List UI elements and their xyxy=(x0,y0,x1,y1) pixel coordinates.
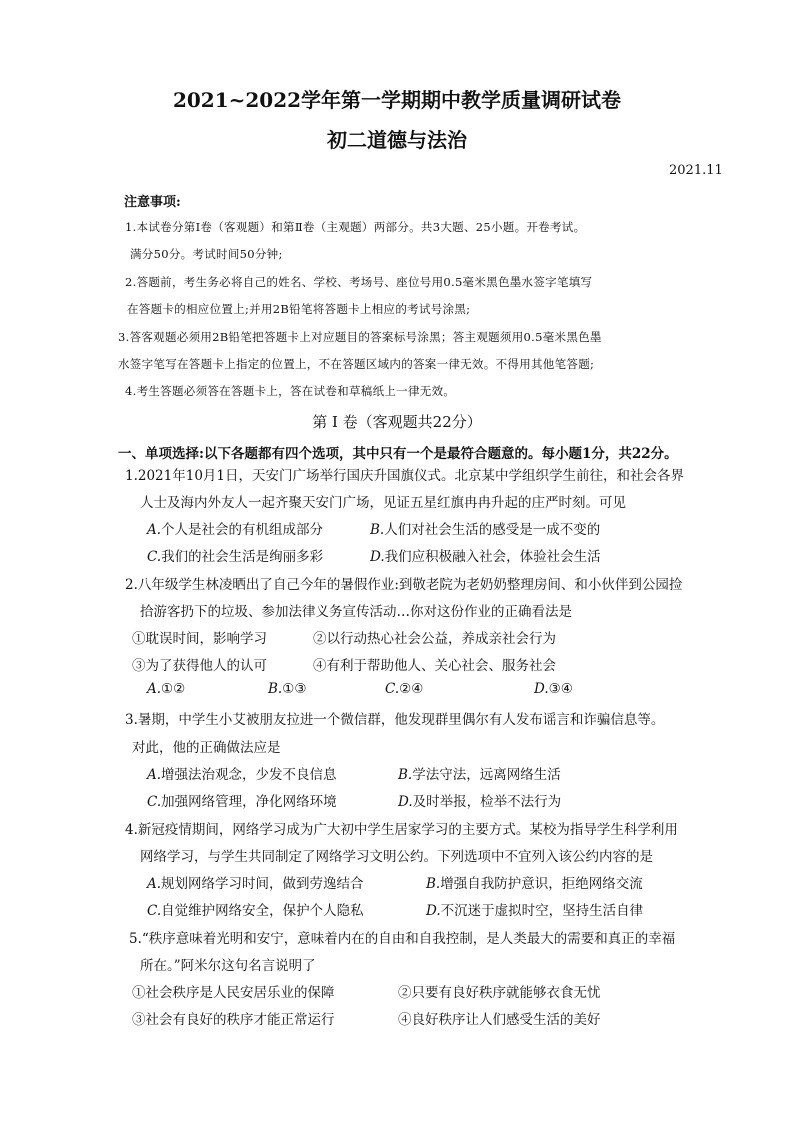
question-stem: 网络学习，与学生共同制定了网络学习文明公约。下列选项中不宜列入该公约内容的是 xyxy=(140,849,653,865)
notice-line: 在答题卡的相应位置上;并用2B铅笔将答题卡上相应的考试号涂黑; xyxy=(127,302,471,316)
statement: ②只要有良好秩序就能够衣食无忧 xyxy=(398,985,601,1001)
part-heading: 一、单项选择:以下各题都有四个选项，其中只有一个是最符合题意的。每小题1分，共22分。 xyxy=(118,446,678,462)
question-stem: 5.“秩序意味着光明和安宁，意味着内在的自由和自我控制，是人类最大的需要和真正的幸福 xyxy=(129,931,676,947)
option-d: D.我们应积极融入社会，体验社会生活 xyxy=(370,549,601,565)
statement: ②以行动热心社会公益，养成亲社会行为 xyxy=(313,631,556,647)
notice-line: 2.答题前，考生务必将自己的姓名、学校、考场号、座位号用0.5毫米黑色墨水签字笔填写 xyxy=(125,275,593,289)
statement: ④良好秩序让人们感受生活的美好 xyxy=(398,1012,601,1028)
statement: ①社会秩序是人民安居乐业的保障 xyxy=(132,985,335,1001)
option-a: A.增强法治观念，少发不良信息 xyxy=(147,767,337,783)
question-stem: 拾游客扔下的垃圾、参加法律义务宣传活动…你对这份作业的正确看法是 xyxy=(140,604,572,620)
notice-line: 满分50分。考试时间50分钟; xyxy=(130,247,283,261)
statement: ③为了获得他人的认可 xyxy=(132,658,267,674)
statement: ③社会有良好的秩序才能正常运行 xyxy=(132,1012,335,1028)
question-stem: 4.新冠疫情期间，网络学习成为广大初中学生居家学习的主要方式。某校为指导学生科学利用 xyxy=(125,822,678,838)
notice-line: 1.本试卷分第Ⅰ卷（客观题）和第Ⅱ卷（主观题）两部分。共3大题、25小题。开卷考试。 xyxy=(125,220,586,234)
option-b: B.①③ xyxy=(268,681,307,697)
exam-title: 2021~2022学年第一学期期中教学质量调研试卷 xyxy=(172,88,622,112)
question-stem: 3.暑期，中学生小艾被朋友拉进一个微信群，他发现群里偶尔有人发布谣言和诈骗信息等。 xyxy=(125,712,665,728)
section-title: 第 I 卷（客观题共22分） xyxy=(312,413,482,431)
option-a: A.规划网络学习时间，做到劳逸结合 xyxy=(147,876,364,892)
option-d: D.及时举报，检举不法行为 xyxy=(398,794,562,810)
notice-line: 4.考生答题必须答在答题卡上，答在试卷和草稿纸上一律无效。 xyxy=(125,384,456,398)
option-a: A.个人是社会的有机组成部分 xyxy=(147,522,324,538)
statement: ④有利于帮助他人、关心社会、服务社会 xyxy=(313,658,556,674)
option-d: D.不沉迷于虚拟时空，坚持生活自律 xyxy=(426,903,644,919)
notice-line: 3.答客观题必须用2B铅笔把答题卡上对应题目的答案标号涂黑；答主观题须用0.5毫米黑色墨 xyxy=(118,330,602,344)
statement: ①耽误时间，影响学习 xyxy=(132,631,267,647)
question-stem: 人士及海内外友人一起齐聚天安门广场，见证五星红旗冉冉升起的庄严时刻。可见 xyxy=(140,495,626,511)
notice-line: 水签字笔写在答题卡上指定的位置上，不在答题区域内的答案一律无效。不得用其他笔答题; xyxy=(118,357,595,371)
notice-heading: 注意事项: xyxy=(124,195,181,210)
question-stem: 1.2021年10月1日，天安门广场举行国庆升国旗仪式。北京某中学组织学生前往，和社会各界 xyxy=(125,468,685,484)
option-d: D.③④ xyxy=(534,681,573,697)
question-stem: 对此，他的正确做法应是 xyxy=(132,740,281,756)
option-b: B.增强自我防护意识，拒绝网络交流 xyxy=(426,876,643,892)
exam-subject: 初二道德与法治 xyxy=(327,128,467,152)
option-b: B.人们对社会生活的感受是一成不变的 xyxy=(370,522,601,538)
option-c: C.②④ xyxy=(385,681,424,697)
option-c: C.加强网络管理，净化网络环境 xyxy=(147,794,337,810)
option-b: B.学法守法，远离网络生活 xyxy=(398,767,561,783)
option-c: C.我们的社会生活是绚丽多彩 xyxy=(147,549,324,565)
question-stem: 2.八年级学生林凌晒出了自己今年的暑假作业:到敬老院为老奶奶整理房间、和小伙伴到公园捡 xyxy=(125,577,683,593)
option-a: A.①② xyxy=(147,681,186,697)
question-stem: 所在。”阿米尔这句名言说明了 xyxy=(140,958,316,974)
option-c: C.自觉维护网络安全，保护个人隐私 xyxy=(147,903,364,919)
exam-date: 2021.11 xyxy=(669,163,723,178)
